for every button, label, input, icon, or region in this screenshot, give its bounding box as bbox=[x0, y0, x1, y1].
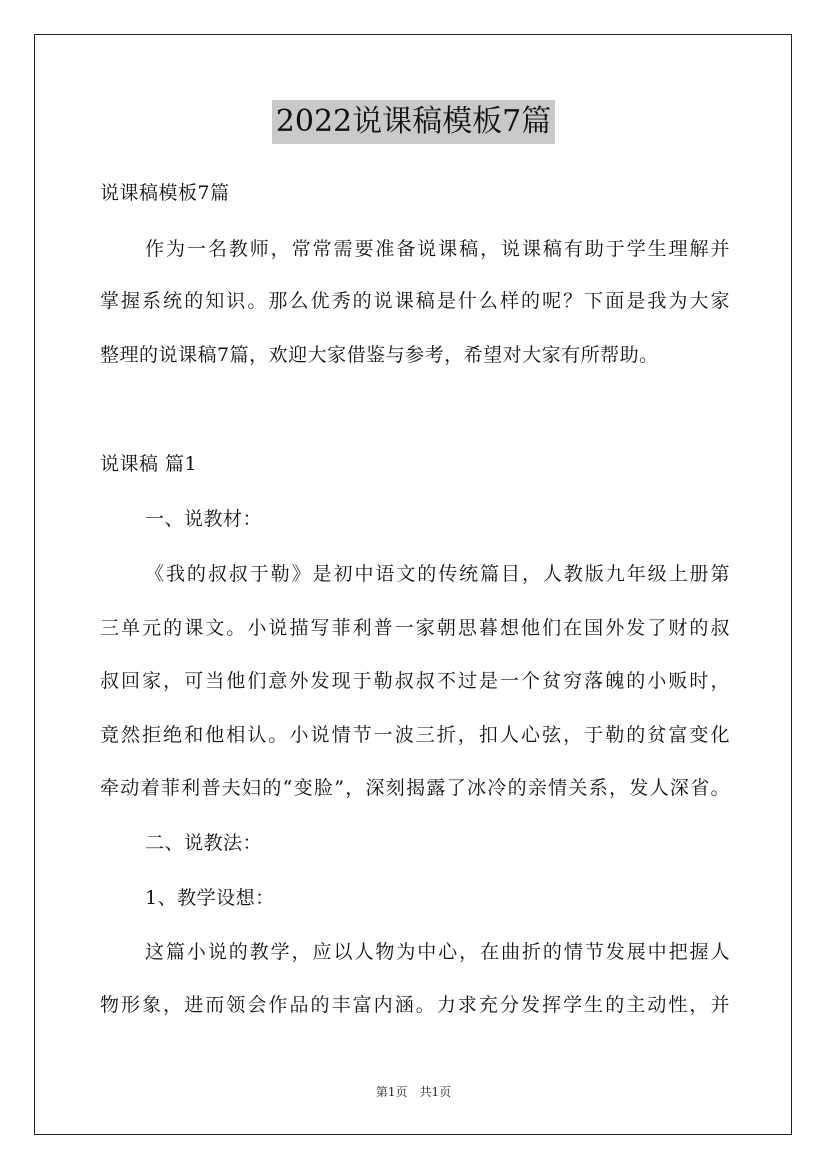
part1-line-1: 《我的叔叔于勒》是初中语文的传统篇目，人教版九年级上册第 bbox=[145, 563, 730, 585]
intro-line-3: 整理的说课稿7篇，欢迎大家借鉴与参考，希望对大家有所帮助。 bbox=[100, 344, 659, 366]
intro-line-1: 作为一名教师，常常需要准备说课稿，说课稿有助于学生理解并 bbox=[145, 238, 730, 260]
page-footer: 第1页 共1页 bbox=[375, 1085, 452, 1099]
title-container bbox=[0, 100, 827, 144]
part1-line-4: 竟然拒绝和他相认。小说情节一波三折，扣人心弦，于勒的贫富变化 bbox=[100, 724, 730, 746]
document-title: 2022说课稿模板7篇 bbox=[272, 100, 555, 144]
part2-line-1: 这篇小说的教学，应以人物为中心，在曲折的情节发展中把握人 bbox=[145, 941, 730, 963]
intro-line-2: 掌握系统的知识。那么优秀的说课稿是什么样的呢？下面是我为大家 bbox=[100, 290, 730, 312]
part2-heading: 二、说教法： bbox=[145, 832, 263, 854]
part1-line-2: 三单元的课文。小说描写菲利普一家朝思暮想他们在国外发了财的叔 bbox=[100, 617, 730, 639]
section-heading: 说课稿 篇1 bbox=[100, 453, 198, 475]
part1-line-3: 叔回家，可当他们意外发现于勒叔叔不过是一个贫穷落魄的小贩时， bbox=[100, 670, 730, 692]
part2-line-2: 物形象，进而领会作品的丰富内涵。力求充分发挥学生的主动性，并 bbox=[100, 994, 730, 1016]
subtitle: 说课稿模板7篇 bbox=[100, 182, 230, 204]
part2-subheading: 1、教学设想： bbox=[145, 887, 275, 909]
part1-line-5: 牵动着菲利普夫妇的“变脸”，深刻揭露了冰冷的亲情关系，发人深省。 bbox=[100, 777, 730, 799]
part1-heading: 一、说教材： bbox=[145, 508, 263, 530]
